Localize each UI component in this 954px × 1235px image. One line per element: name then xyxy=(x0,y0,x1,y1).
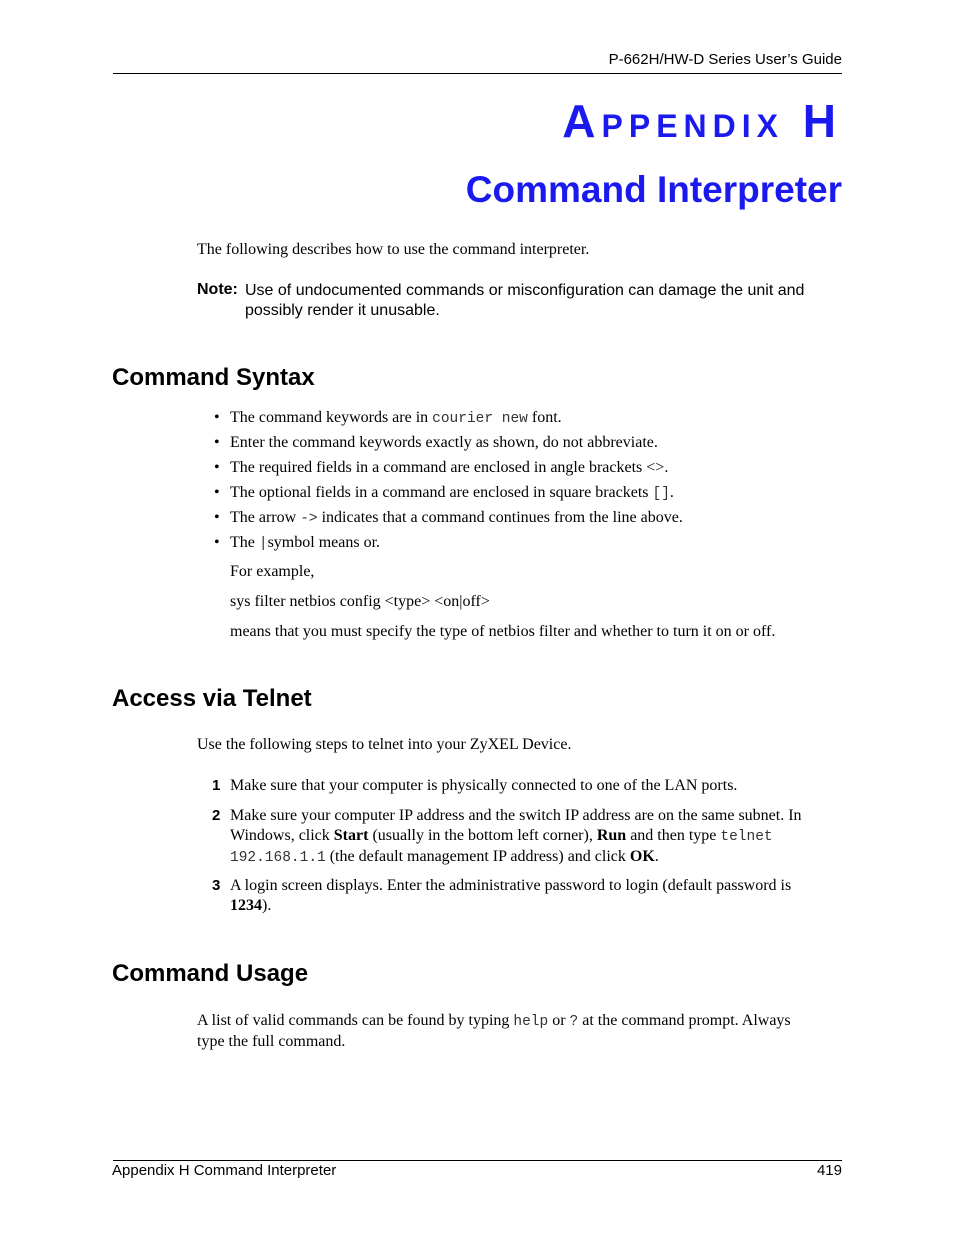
list-item: • The required fields in a command are enclosed in angle brackets <>. xyxy=(212,455,832,480)
footer-chapter-title: Appendix H Command Interpreter xyxy=(112,1162,337,1179)
list-item: • The optional fields in a command are enclosed in square brackets []. xyxy=(212,480,832,505)
note-line-1: Use of undocumented commands or misconfiguration can damage the unit and xyxy=(245,282,805,299)
list-item: • The command keywords are in courier new font. xyxy=(212,405,832,430)
step-number: 3 xyxy=(212,877,221,894)
note-line-2: possibly render it unusable. xyxy=(245,302,440,319)
page-number: 419 xyxy=(816,1162,842,1179)
command-usage-heading: Command Usage xyxy=(112,960,309,987)
syntax-bullet-list xyxy=(212,405,832,555)
example-explanation: means that you must specify the type of netbios filter and whether to turn it on or off. xyxy=(230,623,776,640)
step-text: Make sure that your computer is physically connected to one of the LAN ports. xyxy=(230,777,738,794)
example-intro: For example, xyxy=(230,563,315,580)
note-label: Note: xyxy=(197,281,238,298)
step-number: 2 xyxy=(212,807,221,824)
usage-paragraph: A list of valid commands can be found by typing help or ? at the command prompt. Always type the full command. xyxy=(197,1012,791,1050)
header-rule xyxy=(113,73,842,74)
list-item: • The |symbol means or. xyxy=(212,530,832,555)
list-item: • The arrow -> indicates that a command continues from the line above. xyxy=(212,505,832,530)
running-header: P-662H/HW-D Series User’s Guide xyxy=(608,51,842,68)
telnet-intro: Use the following steps to telnet into your ZyXEL Device. xyxy=(197,736,572,753)
example-command: sys filter netbios config <type> <on|off> xyxy=(230,593,490,610)
appendix-title: Appendix H xyxy=(562,95,842,147)
access-via-telnet-heading: Access via Telnet xyxy=(112,685,312,712)
note-text xyxy=(245,281,845,321)
footer-rule xyxy=(113,1160,842,1161)
intro-paragraph: The following describes how to use the command interpreter. xyxy=(197,241,590,258)
command-syntax-heading: Command Syntax xyxy=(112,364,315,391)
step-number: 1 xyxy=(212,777,221,794)
chapter-title: Command Interpreter xyxy=(465,169,842,210)
list-item: • Enter the command keywords exactly as shown, do not abbreviate. xyxy=(212,430,832,455)
step-text: Make sure your computer IP address and the switch IP address are on the same subnet. In Windows, click Start (usually in the bottom left corner), Run and then type telnet 192.168.1.1 (the default management IP address) and click OK. xyxy=(230,807,802,866)
step-text: A login screen displays. Enter the administrative password to login (default password is 1234). xyxy=(230,877,792,914)
